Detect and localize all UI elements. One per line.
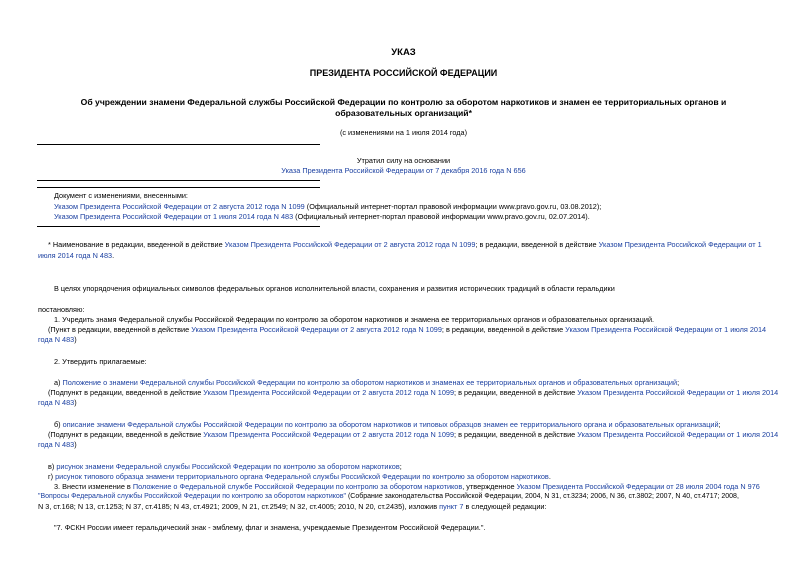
edition-link-2-cont[interactable]: года N 483 (38, 398, 75, 407)
divider (37, 180, 320, 181)
subitem-a-edition: (Подпункт в редакции, введенной в действие Указом Президента Российской Федерации от 2 августа 2012 года N 1099; в редакции, введенной в действие Указом Президента Российской Федерации от 1 июля 2014 (48, 388, 779, 397)
paragraph-3-line-1: 3. Внести изменение в Положение о Федеральной службе Российской Федерации по контролю за оборотом наркотиков, утвержденное Указом Президента Российской Федерации от 28 июля 2004 года N 976 (54, 482, 760, 491)
footnote-link-2-cont[interactable]: июля 2014 года N 483 (38, 251, 113, 260)
divider (37, 144, 320, 145)
item-7-link[interactable]: пункт 7 (439, 502, 464, 511)
subitem-a-edition-cont: года N 483) (38, 398, 77, 407)
doc-type: УКАЗ (391, 47, 416, 58)
changes-intro: Документ с изменениями, внесенными: (54, 191, 188, 200)
changes-item-2: Указом Президента Российской Федерации от 1 июля 2014 года N 483 (Официальный интернет-портал правовой информации www.pravo.gov.ru, 02.07.2014). (54, 212, 590, 221)
subitem-b-edition-cont: года N 483) (38, 440, 77, 449)
footnote-line-2: июля 2014 года N 483. (38, 251, 115, 260)
footnote-link-1[interactable]: Указом Президента Российской Федерации от 2 августа 2012 года N 1099 (224, 240, 476, 249)
changes-item-1-link[interactable]: Указом Президента Российской Федерации от 2 августа 2012 года N 1099 (54, 202, 305, 211)
title-line-1: Об учреждении знамени Федеральной службы Российской Федерации по контролю за оборотом наркотиков и знамен ее территориальных органов и (80, 97, 727, 107)
paragraph-7-quote: "7. ФСКН России имеет геральдический знак - эмблему, флаг и знамена, учреждаемые Президентом Российской Федерации.". (54, 523, 486, 532)
issuer: ПРЕЗИДЕНТА РОССИЙСКОЙ ФЕДЕРАЦИИ (309, 68, 498, 78)
lost-force-link[interactable]: Указа Президента Российской Федерации от 7 декабря 2016 года N 656 (281, 166, 526, 175)
paragraph-3-line-3: N 3, ст.168; N 13, ст.1253; N 37, ст.4185; N 43, ст.4921; 2009, N 21, ст.2549; N 32, ст.4005; 2010, N 20, ст.2435), изложив пункт 7 в следующей редакции: (38, 502, 547, 511)
divider (37, 187, 320, 188)
decree-976-title-link[interactable]: "Вопросы Федеральной службы Российской Федерации по контролю за оборотом наркотиков" (38, 493, 347, 500)
paragraph-2: 2. Утвердить прилагаемые: (54, 357, 147, 366)
edition-link-2-cont[interactable]: года N 483 (38, 335, 75, 344)
paragraph-3-line-2: "Вопросы Федеральной службы Российской Федерации по контролю за оборотом наркотиков" (Собрание законодательства Российской Федерации, 2004, N 31, ст.3234; 2006, N 36, ст.3802; 2007, N 40, ст.4717; 2008, (38, 493, 739, 500)
edition-link-2[interactable]: Указом Президента Российской Федерации от 1 июля 2014 (577, 388, 779, 397)
decree-word: постановляю: (38, 305, 85, 314)
subitem-g-link[interactable]: рисунок типового образца знамени территориального органа Федеральной службы Российской Федерации по контролю за оборотом наркотиков (55, 472, 549, 481)
decree-976-link[interactable]: Указом Президента Российской Федерации от 28 июля 2004 года N 976 (516, 482, 760, 491)
subitem-a: а) Положение о знамени Федеральной службы Российской Федерации по контролю за оборотом наркотиков и знаменах ее территориальных органов и образовательных организаций; (54, 378, 680, 387)
footnote-line-1: * Наименование в редакции, введенной в действие Указом Президента Российской Федерации от 2 августа 2012 года N 1099; в редакции, введенной в действие Указом Президента Российской Федерации от 1 (48, 240, 762, 249)
subitem-g: г) рисунок типового образца знамени территориального органа Федеральной службы Российской Федерации по контролю за оборотом наркотиков. (48, 472, 551, 481)
preamble: В целях упорядочения официальных символов федеральных органов исполнительной власти, сохранения и развития исторических традиций в области геральдики (54, 284, 615, 293)
edition-link-2[interactable]: Указом Президента Российской Федерации от 1 июля 2014 (577, 430, 779, 439)
subitem-b: б) описание знамени Федеральной службы Российской Федерации по контролю за оборотом наркотиков и типовых образцов знамен ее территориального органа и образовательных организаций; (54, 420, 721, 429)
divider (37, 226, 320, 227)
edition-link-2[interactable]: Указом Президента Российской Федерации от 1 июля 2014 (565, 325, 767, 334)
edition-link-1[interactable]: Указом Президента Российской Федерации от 2 августа 2012 года N 1099 (191, 325, 442, 334)
subitem-b-link[interactable]: описание знамени Федеральной службы Российской Федерации по контролю за оборотом наркотиков и типовых образцов знамен ее территориального органа и образовательных организаций (62, 420, 719, 429)
edition-link-1[interactable]: Указом Президента Российской Федерации от 2 августа 2012 года N 1099 (203, 388, 455, 397)
regulation-link[interactable]: Положение о Федеральной службе Российской Федерации по контролю за оборотом наркотиков (132, 482, 463, 491)
subitem-a-link[interactable]: Положение о знамени Федеральной службы Российской Федерации по контролю за оборотом наркотиков и знаменах ее территориальных органов и образовательных организаций (62, 378, 678, 387)
lost-force-text: Утратил силу на основании (356, 156, 451, 165)
paragraph-1: 1. Учредить знамя Федеральной службы Российской Федерации по контролю за оборотом наркотиков и знамена ее территориальных органов и образовательных организаций. (54, 315, 655, 324)
title-line-2: образовательных организаций* (335, 108, 472, 118)
changes-item-1: Указом Президента Российской Федерации от 2 августа 2012 года N 1099 (Официальный интернет-портал правовой информации www.pravo.gov.ru, 03.08.2012); (54, 202, 602, 211)
changes-note: (с изменениями на 1 июля 2014 года) (339, 128, 468, 137)
paragraph-1-edition-cont: года N 483) (38, 335, 77, 344)
subitem-b-edition: (Подпункт в редакции, введенной в действие Указом Президента Российской Федерации от 2 августа 2012 года N 1099; в редакции, введенной в действие Указом Президента Российской Федерации от 1 июля 2014 (48, 430, 779, 439)
paragraph-1-edition: (Пункт в редакции, введенной в действие Указом Президента Российской Федерации от 2 августа 2012 года N 1099; в редакции, введенной в действие Указом Президента Российской Федерации от 1 июля 2014 (48, 325, 767, 334)
subitem-v-link[interactable]: рисунок знамени Федеральной службы Российской Федерации по контролю за оборотом наркотиков (56, 462, 400, 471)
edition-link-2-cont[interactable]: года N 483 (38, 440, 75, 449)
edition-link-1[interactable]: Указом Президента Российской Федерации от 2 августа 2012 года N 1099 (203, 430, 455, 439)
footnote-link-2[interactable]: Указом Президента Российской Федерации от 1 (598, 240, 762, 249)
changes-item-2-link[interactable]: Указом Президента Российской Федерации от 1 июля 2014 года N 483 (54, 212, 294, 221)
subitem-v: в) рисунок знамени Федеральной службы Российской Федерации по контролю за оборотом наркотиков; (48, 462, 402, 471)
